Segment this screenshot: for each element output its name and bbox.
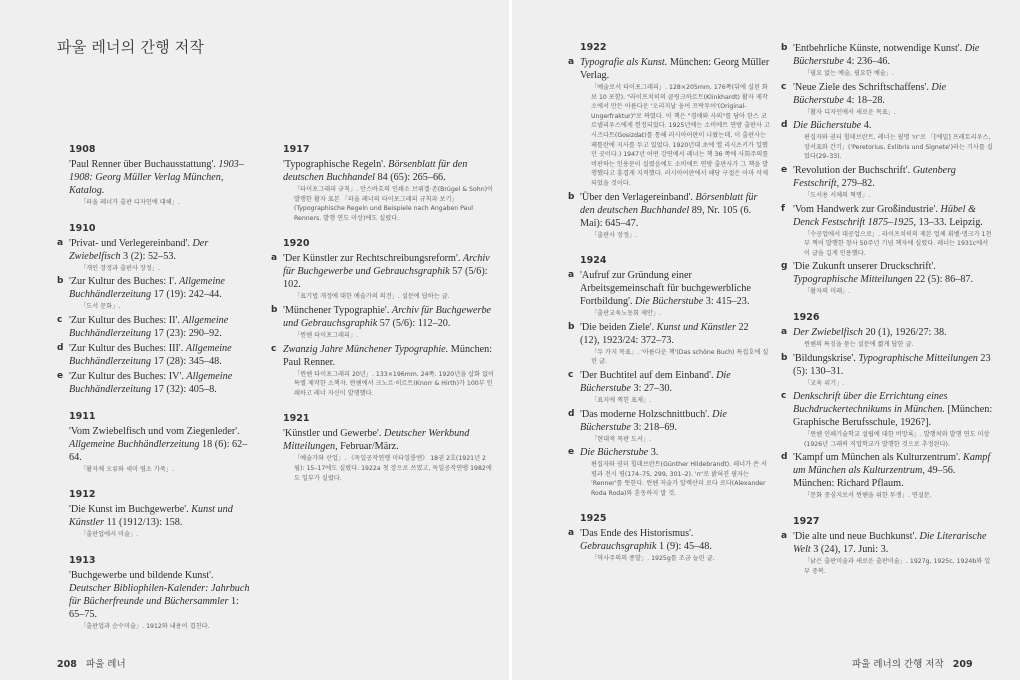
entry-letter: a [568, 270, 575, 281]
citation-text: , 49–56. München: Richard Pflaum. [793, 465, 956, 490]
entry-note: 「도서 문화」. [80, 303, 121, 311]
citation-text: 'Künstler und Gewerbe'. [283, 428, 384, 440]
publication-title: Allgemeine Buchhändlerzeitung [69, 276, 225, 301]
citation-text: 'Bildungskrise'. [793, 352, 859, 364]
entry-note: 「수공업에서 대공업으로」. 라이프치히의 제본 업체 휘벨·뎅크가 1천 부 찍어 발행한 창사 50주년 기념 책자에 실렸다. 레너는 1931c에서 이 글을 길게 인용했다. [804, 230, 992, 257]
publication-title: Archiv für Buchgewerbe und Gebrauchsgraphik [283, 253, 490, 278]
citation-text: 22 (5): 86–87. [912, 274, 974, 286]
publication-title: Allgemeine Buchhändlerzeitung [69, 370, 233, 395]
bibliography-entry [781, 203, 993, 259]
entry-letter: g [781, 261, 788, 272]
column-2 [271, 144, 495, 498]
year-heading: 1927 [793, 515, 820, 527]
publication-title: 1903–1908: Georg Müller Verlag München, Katalog. [69, 159, 244, 196]
year-heading: 1908 [69, 144, 96, 155]
footer-right [852, 656, 973, 670]
entry-citation [793, 451, 993, 490]
publication-title: Die Literarische Welt [793, 530, 987, 555]
entry-citation [283, 304, 495, 330]
entry-citation [793, 530, 993, 556]
bibliography-entry [781, 42, 993, 79]
entry-citation [793, 260, 993, 286]
bibliography-entry [568, 369, 770, 406]
citation-text: 17 (32): 405–8. [151, 383, 217, 395]
entry-citation [69, 425, 255, 464]
footer-left [57, 656, 126, 670]
citation-text: , 279–82. [836, 177, 875, 189]
citation-text: 'Münchener Typographie'. [283, 304, 392, 316]
entry-note: 뮌헨의 특징을 묻는 설문에 짧게 답한 글. [804, 340, 914, 348]
bibliography-entry [283, 427, 495, 483]
year-group [568, 513, 770, 564]
publication-title: Die Bücherstube [580, 447, 649, 459]
entry-citation [283, 343, 495, 369]
entry-letter: c [781, 391, 787, 402]
entry-letter: c [271, 343, 277, 354]
year-group [781, 515, 993, 576]
citation-text: 18 (6): 62–64. [69, 438, 248, 463]
bibliography-entry [781, 451, 993, 501]
citation-text: 11 (1912/13): 158. [104, 517, 183, 529]
publication-title: Zwanzig Jahre Münchener Typographie. [283, 343, 449, 355]
entry-note: 「활자 디자인에서 새로운 목표」. [804, 108, 896, 116]
year-group [781, 42, 993, 297]
entry-citation [580, 369, 770, 395]
year-heading: 1912 [69, 489, 96, 501]
year-group [69, 411, 255, 475]
entry-note: 「현대적 목판 도서」. [591, 435, 652, 443]
citation-text: 'Zur Kultur des Buches: II'. [69, 314, 183, 326]
publication-title: Gutenberg Festschrift [793, 164, 956, 189]
bibliography-entry [69, 503, 255, 540]
year-group [283, 144, 495, 223]
year-group [568, 255, 770, 498]
entry-note: 「활자의 미래」. [804, 288, 851, 296]
entry-note: 「개인 장정과 출판사 장정」. [80, 264, 161, 272]
bibliography-entry [57, 314, 255, 340]
citation-text: 57 (5/6): 102. [283, 266, 488, 291]
year-heading: 1921 [283, 413, 310, 425]
bibliography-entry [781, 390, 993, 449]
bibliography-entry [781, 260, 993, 297]
bibliography-entry [69, 569, 255, 632]
entry-letter: c [568, 369, 574, 380]
publication-title: Allgemeine Buchhändlerzeitung [69, 314, 229, 339]
publication-title: Der Zwiebelfisch [69, 237, 209, 262]
bibliography-entry [57, 237, 255, 274]
citation-text: 3 (2): 52–53. [120, 250, 176, 262]
citation-text: 'Kampf um München als Kulturzentrum'. [793, 452, 964, 464]
year-group [568, 42, 770, 240]
citation-text: 'Entbehrliche Künste, notwendige Kunst'. [793, 43, 965, 54]
bibliography-entry [568, 56, 770, 189]
entry-note: 「출판업에서 미술」. [80, 531, 139, 539]
citation-text: 'Der Buchtitel auf dem Einband'. [580, 369, 717, 381]
bibliography-entry [781, 119, 993, 162]
citation-text: 'Zur Kultur des Buches: III'. [69, 342, 186, 354]
entry-letter: b [781, 43, 788, 53]
entry-letter: b [568, 321, 575, 332]
entry-citation [580, 408, 770, 434]
entry-citation [580, 56, 770, 82]
entry-citation [580, 527, 770, 553]
citation-text: 84 (65): 265–66. [374, 172, 446, 183]
bibliography-entry [271, 343, 495, 399]
entry-letter: a [568, 528, 575, 539]
entry-citation [580, 191, 770, 230]
entry-citation [793, 42, 993, 68]
publication-title: Der Zwiebelfisch [793, 326, 863, 338]
citation-text: 'Vom Handwerk zur Großindustrie'. [793, 203, 941, 215]
citation-text: 3 (24), 17. Juni: 3. [810, 543, 889, 555]
citation-text: 1 (9): 45–48. [656, 541, 712, 553]
citation-text: 'Privat- und Verlegereinband'. [69, 237, 193, 249]
citation-text: 4: 236–46. [843, 56, 891, 67]
running-head: 파울 레너 [85, 659, 126, 670]
column-3 [568, 42, 770, 579]
entry-letter: d [568, 408, 575, 419]
entry-citation [580, 446, 770, 459]
year-heading: 1924 [580, 255, 607, 267]
bibliography-entry [69, 425, 255, 475]
entry-letter: d [57, 342, 64, 353]
entry-citation [69, 314, 255, 340]
publication-title: Allgemeine Buchhändlerzeitung [69, 342, 232, 367]
citation-text: 89, Nr. 105 (6. Mai): 645–47. [580, 204, 752, 229]
publication-title: Kampf um München als Kulturzentrum [793, 452, 991, 477]
entry-citation [69, 569, 255, 621]
entry-letter: b [271, 304, 278, 315]
year-heading: 1913 [69, 554, 96, 566]
entry-citation [580, 321, 770, 347]
bibliography-entry [781, 81, 993, 118]
citation-text: 'Zur Kultur des Buches: IV'. [69, 370, 187, 382]
right-page [512, 0, 1020, 680]
entry-letter: c [57, 314, 63, 325]
bibliography-entry [568, 191, 770, 241]
entry-citation [69, 237, 255, 263]
citation-text: 'Zur Kultur des Buches: I'. [69, 276, 180, 288]
running-head: 파울 레너의 간행 저작 [852, 659, 944, 670]
bibliography-entry [781, 352, 993, 389]
publication-title: Hübel & Denck Festschrift 1875–1925 [793, 203, 976, 228]
entry-citation [69, 275, 255, 301]
entry-citation [69, 342, 255, 368]
entry-letter: e [57, 370, 64, 381]
entry-note: 「예술가와 산업」. 《독일공작연맹 미타일룽엔》 18권 2호(1921년 2월): 15–17에도 실렸다. 1922a 첫 장으로 쓰였고, 독일공작연맹 1982에도 일부가 실렸다. [294, 455, 492, 482]
publication-title: Deutscher Werkbund Mitteilungen [283, 428, 470, 453]
citation-text: 'Paul Renner über Buchausstattung'. [69, 159, 219, 170]
entry-note: 「활자체 오류와 세미 염소 가죽」. [80, 465, 174, 473]
citation-text: 'Buchgewerbe und bildende Kunst'. [69, 569, 214, 581]
entry-letter: e [781, 164, 788, 175]
entry-note: 「뮌헨 인쇄기술학교 설립에 대한 비망록」. 발행처와 발행 연도 미상(1926년 그래픽 직업학교가 발행한 것으로 추정된다). [804, 431, 990, 448]
bibliography-entry [271, 304, 495, 341]
citation-text: 3. [648, 447, 659, 459]
citation-text: 'Die Zukunft unserer Druckschrift'. [793, 261, 936, 273]
citation-text: 'Typographische Regeln'. [283, 159, 389, 170]
publication-title: Denkschrift über die Errichtung eines Buchdruckertechnikums in München. [793, 391, 948, 416]
year-heading: 1917 [283, 144, 310, 155]
entry-citation [69, 370, 255, 396]
year-heading: 1920 [283, 238, 310, 250]
entry-note: 「출판교육노동회 제안」. [591, 310, 662, 318]
publication-title: Kunst und Künstler [656, 321, 736, 333]
citation-text: München: Paul Renner. [283, 343, 493, 368]
entry-note: 「문화 중심지로서 뮌헨을 위한 투쟁」. 연설문. [804, 492, 932, 500]
citation-text: 'Das Ende des Historismus'. [580, 528, 694, 540]
page-number: 208 [57, 659, 77, 670]
year-group [69, 555, 255, 632]
year-heading: 1910 [69, 222, 96, 234]
bibliography-entry [271, 252, 495, 302]
bibliography-entry [57, 342, 255, 368]
citation-text: 23 (5): 130–31. [793, 352, 991, 377]
entry-citation [283, 158, 495, 184]
entry-letter: c [781, 81, 787, 92]
entry-note: 「표지에 찍힌 표제」. [591, 396, 652, 404]
entry-note: 「역사주의의 종말」. 1925g를 조금 늘린 글. [591, 555, 715, 563]
page-title: 파울 레너의 간행 저작 [57, 38, 205, 56]
publication-title: Die Bücherstube [580, 369, 731, 394]
citation-text: 3: 218–69. [630, 421, 678, 433]
bibliography-entry [283, 158, 495, 223]
left-page [0, 0, 509, 680]
citation-text: 3: 415–23. [703, 296, 750, 308]
entry-letter: a [568, 57, 575, 67]
entry-note: 「출판사 장정」. [591, 231, 638, 239]
entry-note: 「파울 레너가 출판 디자인에 대해」. [80, 199, 180, 206]
entry-note: 「표기법 개정에 대한 예술가의 의견」. 설문에 답하는 글. [294, 293, 450, 301]
citation-text: 'Revolution der Buchschrift'. [793, 164, 913, 176]
citation-text: München: Georg Müller Verlag. [580, 57, 770, 81]
entry-note: 「도서용 서체의 혁명」. [804, 191, 871, 199]
citation-text: 'Das moderne Holzschnittbuch'. [580, 408, 713, 420]
entry-citation [793, 390, 993, 429]
publication-title: Die Bücherstube [793, 120, 862, 132]
entry-note: 「두 가지 목표」. '아름다운 책'(Das schöne Buch) 특집호에 실린 글. [591, 348, 769, 366]
column-1 [57, 144, 255, 647]
entry-citation [69, 503, 255, 529]
year-group [283, 413, 495, 483]
bibliography-entry [568, 527, 770, 564]
publication-title: Archiv für Buchgewerbe und Gebrauchsgraphik [283, 304, 492, 329]
bibliography-entry [781, 326, 993, 350]
bibliography-entry [568, 321, 770, 367]
citation-text: 'Die beiden Ziele'. [580, 321, 657, 333]
publication-title: Kunst und Künstler [69, 504, 233, 529]
citation-text: 17 (23): 290–92. [151, 327, 222, 339]
bibliography-entry [568, 446, 770, 498]
year-group [57, 222, 255, 396]
entry-note: 「출판업과 순수미술」. 1912와 내용이 겹친다. [80, 622, 210, 630]
citation-text: 'Die Kunst im Buchgewerbe'. [69, 504, 192, 516]
citation-text: 22 (12), 1923/24: 372–73. [580, 321, 749, 346]
year-group [781, 311, 993, 501]
citation-text: , Februar/März. [335, 441, 399, 453]
citation-text: 4. [861, 120, 872, 132]
citation-text: 1: 65–75. [69, 595, 239, 620]
entry-citation [793, 164, 993, 190]
entry-letter: b [57, 276, 64, 287]
entry-note: 편집자와 권터 힐데브란트(Günther Hildebrandt). 레너가 쓴 서평과 전시 평(174–75, 299, 301–2). 'rr'로 밝혀진 필자는 'Renner'를 뜻한다. 뮌헨 저술가 알렉산더 로다 로다(Alexander Roda Roda)와 혼동하지 말 것. [591, 461, 767, 497]
publication-title: Typographische Mitteilungen [858, 352, 978, 364]
citation-text: 'Aufruf zur Gründung einer Arbeitsgemeinschaft für buchgewerbliche Fortbildung'. [580, 270, 751, 308]
citation-text: , 13–33. Leipzig. [913, 216, 983, 228]
citation-text: 'Der Künstler zur Rechtschreibungsreform'. [283, 253, 463, 265]
entry-citation [283, 427, 495, 453]
publication-title: Die Bücherstube [580, 408, 727, 433]
entry-letter: d [781, 452, 788, 463]
citation-text: 'Vom Zwiebelfisch und vom Ziegenleder'. [69, 425, 240, 437]
entry-citation [793, 326, 993, 339]
year-group [69, 489, 255, 540]
entry-letter: d [781, 120, 788, 131]
publication-title: Gebrauchsgraphik [580, 541, 657, 553]
entry-citation [69, 158, 255, 197]
entry-letter: a [271, 253, 278, 264]
entry-letter: a [57, 237, 64, 248]
entry-letter: a [781, 530, 788, 541]
citation-text: 'Über den Verlagereinband'. [580, 191, 696, 203]
citation-text: 4: 18–28. [843, 94, 885, 106]
column-4 [781, 42, 993, 591]
citation-text: 'Neue Ziele des Schriftschaffens'. [793, 81, 932, 93]
bibliography-entry [781, 530, 993, 576]
year-heading: 1911 [69, 410, 96, 422]
citation-text: 57 (5/6): 112–20. [377, 317, 451, 329]
bibliography-entry [568, 408, 770, 445]
bibliography-entry [69, 158, 255, 208]
entry-citation [793, 203, 993, 229]
entry-letter: e [568, 447, 575, 458]
year-heading: 1922 [580, 42, 607, 53]
page-number: 209 [952, 659, 973, 670]
entry-note: 편집자와 권터 힐데브란트. 레너는 필명 'rr'로 「[에밀] 프레토리우스, 장서표와 간기」('Peretorius, Exlibris und Signete')라는 기사를 실었다(29–33). [804, 134, 993, 161]
entry-letter: b [781, 352, 788, 363]
entry-letter: f [781, 203, 785, 214]
bibliography-entry [568, 269, 770, 319]
publication-title: Allgemeine Buchhändlerzeitung [69, 438, 200, 450]
entry-citation [793, 119, 993, 132]
bibliography-entry [57, 275, 255, 312]
year-group [69, 144, 255, 208]
entry-note: 「낡은 출판미술과 새로운 출판미술」. 1927g, 1925c, 1924b와 일부 중복. [804, 557, 991, 575]
entry-note: 「필요 없는 예술, 필요한 예술」. [804, 70, 894, 77]
publication-title: Börsenblatt für den deutschen Buchhandel [283, 159, 468, 183]
publication-title: Die Bücherstube [793, 81, 947, 106]
citation-text: 20 (1), 1926/27: 38. [862, 326, 947, 338]
citation-text: 'Die alte und neue Buchkunst'. [793, 530, 920, 542]
citation-text: 17 (28): 345–48. [151, 355, 222, 367]
entry-citation [793, 81, 993, 107]
entry-letter: b [568, 191, 575, 202]
publication-title: Typografie als Kunst. [580, 57, 668, 68]
publication-title: Deutscher Bibliophilen-Kalender: Jahrbuch für Bücherfreunde und Büchersammler [69, 582, 250, 607]
publication-title: Die Bücherstube [635, 296, 704, 308]
publication-title: Die Bücherstube [793, 43, 980, 67]
publication-title: Typographische Mitteilungen [793, 274, 913, 286]
publication-title: Börsenblatt für den deutschen Buchhandel [580, 191, 758, 216]
year-group [271, 238, 495, 398]
entry-citation [283, 252, 495, 291]
entry-note: 「타이포그래피 규칙」. 안스바흐의 인쇄소 브뤼겔·존(Brügel & Sohn)이 발행한 활자 표본 「파울 레너의 타이포그래피 규칙과 보기」(Typographische Regeln und Beispiele nach Angaben Paul Renners. 발행 연도 미상)에도 실렸다. [294, 186, 494, 222]
citation-text: [München: Graphische Berufsschule, 1926?]. [793, 404, 993, 429]
entry-citation [793, 352, 993, 378]
entry-note: 「뮌헨 타이포그래피 20년」. 133×196mm. 24쪽. 1920년을 삽화 없이 특별 제작한 소책자. 뮌헨에서 크노르·히르트(Knorr & Hirth)가 100부 인쇄하고 레너 자신이 발행했다. [294, 370, 495, 397]
year-heading: 1926 [793, 311, 820, 323]
entry-note: 「뮌헨 타이포그래피」. [294, 331, 359, 339]
entry-note: 「교육 위기」. [804, 379, 845, 387]
bibliography-entry [781, 164, 993, 201]
citation-text: 17 (19): 242–44. [151, 289, 222, 301]
entry-note: 「예술로서 타이포그래피」. 128×205mm. 176쪽(뒤에 실린 화보 10 포함). "라이프치히의 클링크하르트(Klinkhardt) 활자 제작소에서 만든 아름다운 '오리지날 웅어 프락투어'(Original-Ungerfraktur)"로 짜였다. 이 책은 "경애와 사의"를 담아 한스 코르넬리우스에게 헌정되었다. 1925년에는 소비에트 연방 출판사 고시즈다트(Gosizdat)를 통해 러시아어판이 나왔는데, 이 출판사는 페틀란에 지사를 두고 있었다. 1920년대 초에 엘 리시츠키가 일했던 곳이다.) 1947년 어떤 강연에서 레너는 책 36 쪽에 사회주의를 비판하는 인용문이 실렸음에도 소비에트 연방 출판사가 그 책을 발행했다고 흥겹게 지적했다. 러시아어판에서 해당 구절은 아마 삭제되었을 것이다. [591, 84, 770, 187]
entry-citation [580, 269, 770, 308]
year-heading: 1925 [580, 513, 607, 525]
entry-letter: a [781, 326, 788, 337]
bibliography-entry [57, 370, 255, 396]
citation-text: 3: 27–30. [630, 382, 672, 394]
